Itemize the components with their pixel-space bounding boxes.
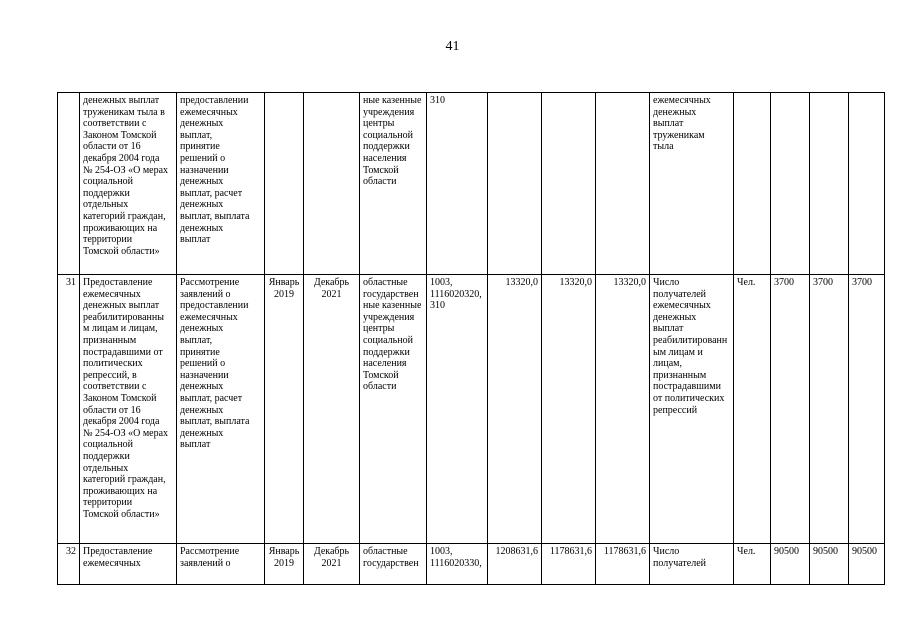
- executor: ные казенные учреждения центры социальной поддержки населения Томской области: [360, 93, 427, 275]
- unit: Чел.: [734, 275, 771, 544]
- value-2021: 3700: [849, 275, 885, 544]
- indicator: ежемесячных денежных выплат труженикам тыла: [650, 93, 734, 275]
- measures-table: [57, 92, 885, 585]
- amount-2021: 1178631,6: [596, 544, 650, 585]
- table-row: [58, 93, 885, 275]
- measure-name: денежных выплат труженикам тыла в соответствии с Законом Томской области от 16 декабря 2004 года № 254-ОЗ «О мерах социальной поддержки отдельных категорий граждан, проживающих на территории Томской области»: [80, 93, 177, 275]
- value-2019: [771, 93, 810, 275]
- start-date: Январь 2019: [265, 544, 304, 585]
- amount-2020: 1178631,6: [542, 544, 596, 585]
- start-date: [265, 93, 304, 275]
- start-date: Январь 2019: [265, 275, 304, 544]
- row-number: [58, 93, 80, 275]
- amount-2019: 1208631,6: [488, 544, 542, 585]
- amount-2019: 13320,0: [488, 275, 542, 544]
- unit: Чел.: [734, 544, 771, 585]
- row-number: 31: [58, 275, 80, 544]
- budget-code: 1003, 1116020330,: [427, 544, 488, 585]
- amount-2021: 13320,0: [596, 275, 650, 544]
- measure-name: Предоставление ежемесячных: [80, 544, 177, 585]
- value-2019: 90500: [771, 544, 810, 585]
- value-2021: [849, 93, 885, 275]
- row-number: 32: [58, 544, 80, 585]
- value-2020: [810, 93, 849, 275]
- executor: областные государствен ные казенные учреждения центры социальной поддержки населения Томской области: [360, 275, 427, 544]
- amount-2020: [542, 93, 596, 275]
- indicator: Число получателей: [650, 544, 734, 585]
- amount-2019: [488, 93, 542, 275]
- end-date: Декабрь 2021: [304, 544, 360, 585]
- budget-code: 310: [427, 93, 488, 275]
- page-number: 41: [445, 39, 460, 54]
- amount-2020: 13320,0: [542, 275, 596, 544]
- end-date: [304, 93, 360, 275]
- measure-action: предоставлении ежемесячных денежных выплат, принятие решений о назначении денежных выплат, расчет денежных выплат, выплата денежных выплат: [177, 93, 265, 275]
- measure-name: Предоставление ежемесячных денежных выплат реабилитированны м лицам и лицам, признанным пострадавшими от политических репрессий, в соответствии с Законом Томской области от 16 декабря 2004 года № 254-ОЗ «О мерах социальной поддержки отдельных категорий граждан, проживающих на территории Томской области»: [80, 275, 177, 544]
- indicator: Число получателей ежемесячных денежных выплат реабилитированн ым лицам и лицам, признанным пострадавшими от политических репрессий: [650, 275, 734, 544]
- value-2021: 90500: [849, 544, 885, 585]
- table-row: [58, 275, 885, 544]
- table-row: [58, 544, 885, 585]
- amount-2021: [596, 93, 650, 275]
- measure-action: Рассмотрение заявлений о предоставлении ежемесячных денежных выплат, принятие решений о назначении денежных выплат, расчет денежных выплат, выплата денежных выплат: [177, 275, 265, 544]
- measure-action: Рассмотрение заявлений о: [177, 544, 265, 585]
- unit: [734, 93, 771, 275]
- executor: областные государствен: [360, 544, 427, 585]
- value-2019: 3700: [771, 275, 810, 544]
- budget-code: 1003, 1116020320, 310: [427, 275, 488, 544]
- end-date: Декабрь 2021: [304, 275, 360, 544]
- value-2020: 90500: [810, 544, 849, 585]
- value-2020: 3700: [810, 275, 849, 544]
